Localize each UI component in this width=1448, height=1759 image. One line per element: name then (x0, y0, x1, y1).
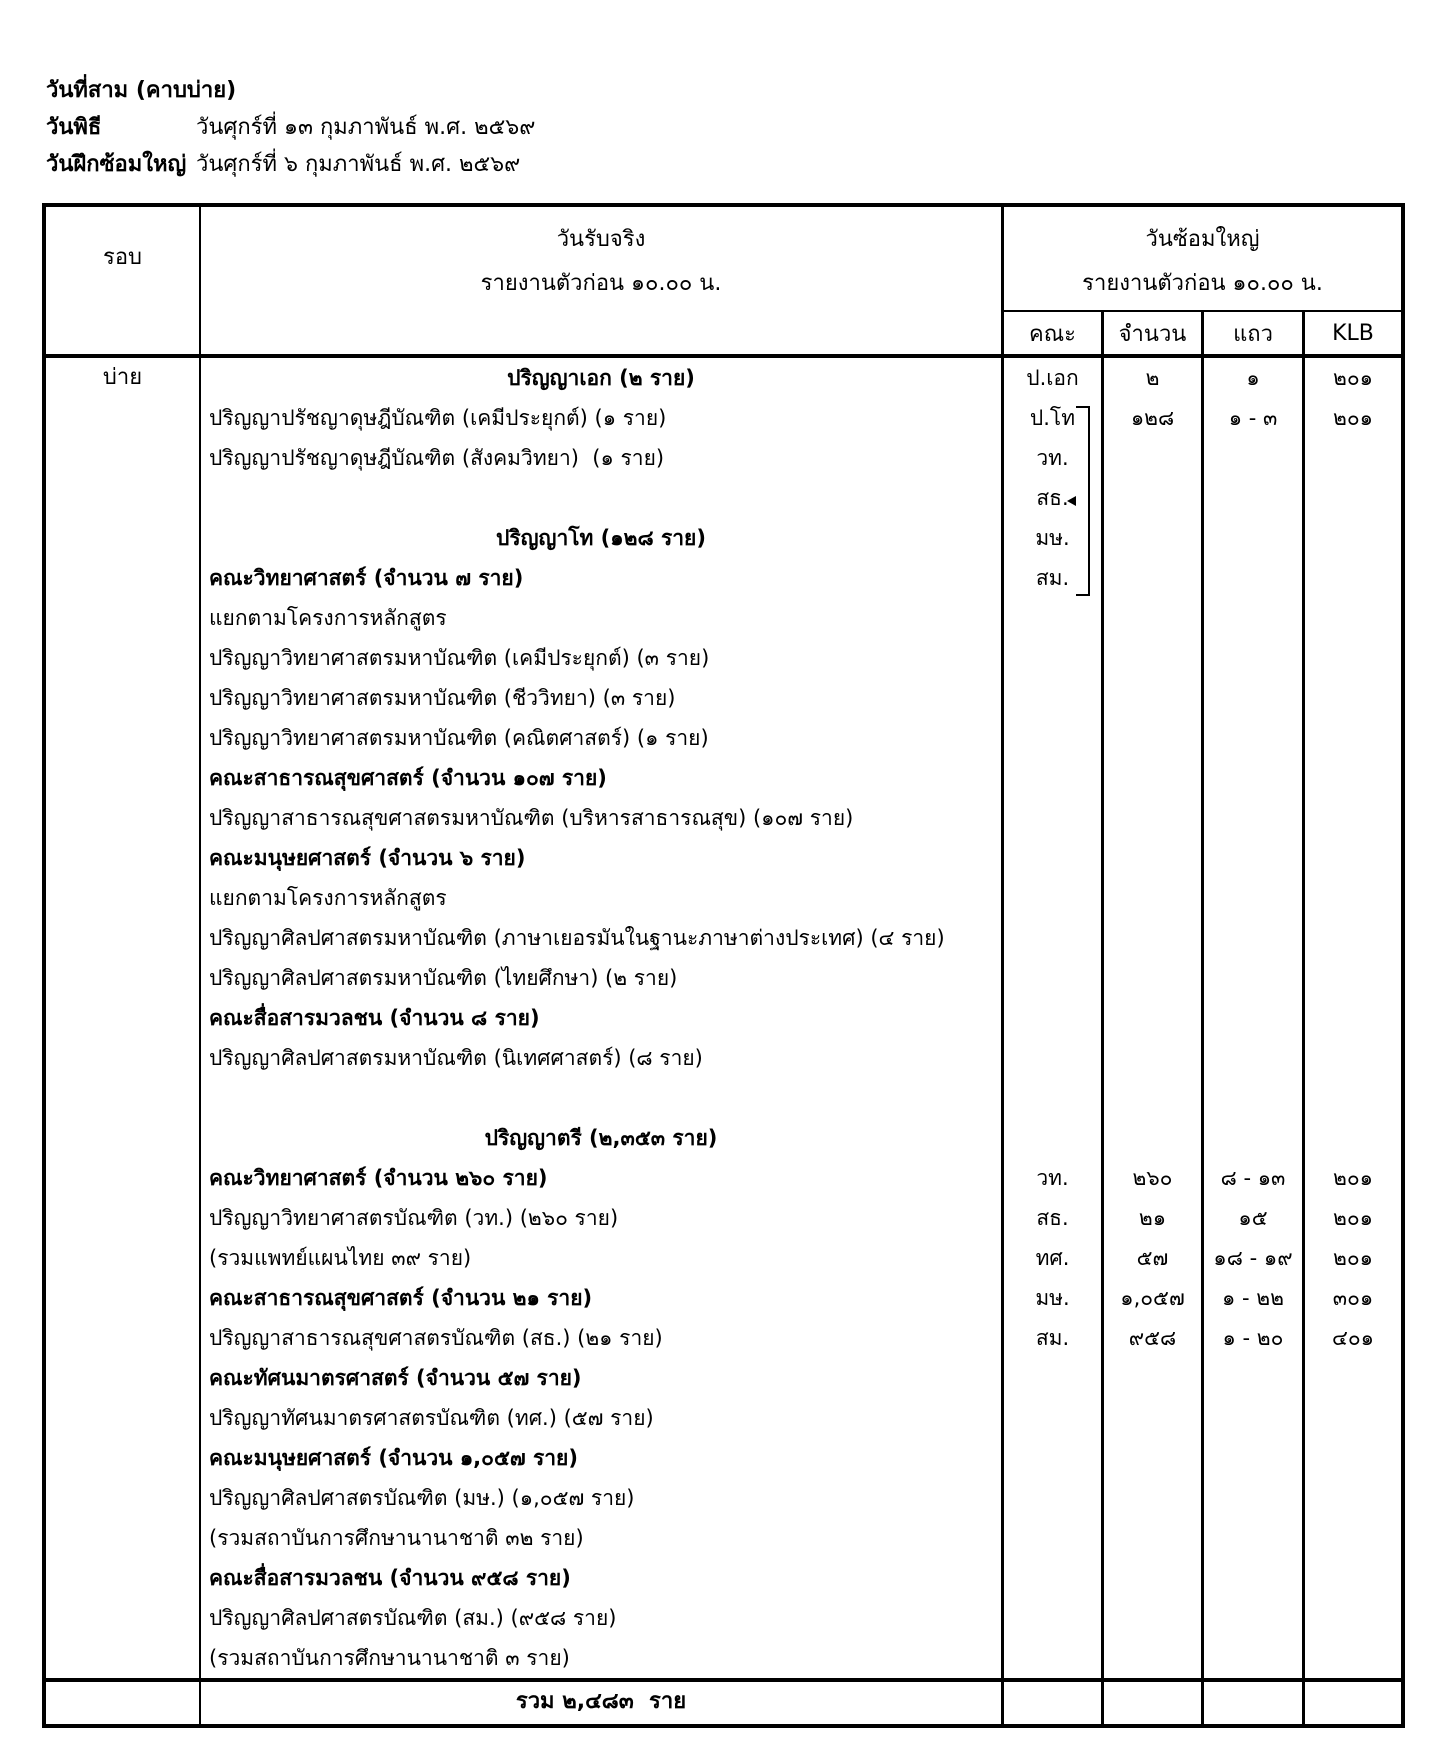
header-col-count: จำนวน (1104, 312, 1204, 354)
row-count: ๑๒๘ (1130, 406, 1175, 430)
row-klb (1305, 1598, 1401, 1638)
row-klb (1305, 558, 1401, 598)
row-queue (1204, 558, 1302, 598)
row-klb (1305, 958, 1401, 998)
row-queue: ๑๘ - ๑๙ (1213, 1246, 1293, 1270)
description-column (201, 358, 1004, 1678)
row-queue (1204, 758, 1302, 798)
row-description: ปริญญาเอก (๒ ราย) (507, 366, 695, 390)
row-klb: ๒๐๑ (1333, 1246, 1373, 1270)
header-col-faculty: คณะ (1004, 312, 1104, 354)
row-klb (1305, 438, 1401, 478)
ceremony-date-label: วันพิธี (46, 115, 102, 140)
row-klb (1305, 838, 1401, 878)
row-count (1104, 518, 1201, 558)
row-description: ปริญญาวิทยาศาสตรมหาบัณฑิต (คณิตศาสตร์) (๑ ราย) (209, 726, 709, 750)
row-description: ปริญญาโท (๑๒๘ ราย) (496, 526, 706, 550)
row-klb (1305, 1358, 1401, 1398)
row-description: ปริญญาวิทยาศาสตรมหาบัณฑิต (ชีววิทยา) (๓ ราย) (209, 686, 676, 710)
group-bracket-arrow (1067, 496, 1076, 506)
row-faculty: สม. (1035, 566, 1070, 590)
row-queue (1204, 878, 1302, 918)
row-faculty (1004, 1598, 1101, 1638)
row-klb (1305, 758, 1401, 798)
row-count (1104, 1398, 1201, 1438)
row-description: คณะสาธารณสุขศาสตร์ (จำนวน ๑๐๗ ราย) (209, 766, 607, 790)
row-faculty: สธ. (1036, 1206, 1069, 1230)
row-description: ปริญญาศิลปศาสตรมหาบัณฑิต (ไทยศึกษา) (๒ ราย) (209, 966, 678, 990)
row-klb (1305, 998, 1401, 1038)
row-count: ๕๗ (1136, 1246, 1169, 1270)
row-faculty (1004, 1398, 1101, 1438)
row-queue (1204, 1598, 1302, 1638)
header-subcolumns (1004, 312, 1401, 354)
row-klb (1305, 1558, 1401, 1598)
row-faculty (1004, 1558, 1101, 1598)
row-queue (1204, 1398, 1302, 1438)
round-column (46, 358, 201, 1678)
row-description: คณะมนุษยศาสตร์ (จำนวน ๖ ราย) (209, 846, 526, 870)
row-queue (1204, 1518, 1302, 1558)
row-klb (1305, 518, 1401, 558)
row-faculty (1004, 638, 1101, 678)
row-klb: ๒๐๑ (1333, 1166, 1373, 1190)
row-faculty (1004, 1118, 1101, 1158)
row-queue: ๑๕ (1238, 1206, 1268, 1230)
row-klb (1305, 798, 1401, 838)
row-faculty: วท. (1036, 1166, 1069, 1190)
row-count: ๙๕๘ (1128, 1326, 1177, 1350)
header-rehearsal-group (1004, 207, 1401, 354)
row-queue (1204, 1358, 1302, 1398)
row-faculty: ป.เอก (1026, 366, 1079, 390)
row-klb: ๔๐๑ (1331, 1326, 1375, 1350)
row-faculty (1004, 1638, 1101, 1678)
row-faculty: ป.โท (1029, 406, 1076, 430)
row-klb (1305, 918, 1401, 958)
row-description: (รวมแพทย์แผนไทย ๓๙ ราย) (209, 1246, 472, 1270)
row-count (1104, 1038, 1201, 1078)
row-count (1104, 1358, 1201, 1398)
row-count (1104, 598, 1201, 638)
row-faculty (1004, 918, 1101, 958)
row-description: ปริญญาตรี (๒,๓๕๓ ราย) (484, 1126, 718, 1150)
row-faculty: มษ. (1035, 526, 1070, 550)
group-bracket (1076, 406, 1090, 596)
row-queue (1204, 1638, 1302, 1678)
row-queue (1204, 998, 1302, 1038)
row-faculty (1004, 1078, 1101, 1118)
row-faculty: สม. (1035, 1326, 1070, 1350)
header-actual-day-sub: รายงานตัวก่อน ๑๐.๐๐ น. (480, 271, 722, 296)
row-description: ปริญญาปรัชญาดุษฎีบัณฑิต (เคมีประยุกต์) (๑ ราย) (209, 406, 667, 430)
row-faculty (1004, 1358, 1101, 1398)
row-count (1104, 1438, 1201, 1478)
row-count (1104, 1518, 1201, 1558)
row-count (1104, 1078, 1201, 1118)
queue-column (1204, 358, 1305, 1678)
row-klb (1305, 678, 1401, 718)
row-description: ปริญญาศิลปศาสตรมหาบัณฑิต (นิเทศศาสตร์) (๘ ราย) (209, 1046, 703, 1070)
count-column (1104, 358, 1204, 1678)
header-rehearsal-sub: รายงานตัวก่อน ๑๐.๐๐ น. (1082, 271, 1323, 296)
schedule-table (42, 203, 1405, 1728)
row-description: ปริญญาทัศนมาตรศาสตรบัณฑิต (ทศ.) (๕๗ ราย) (209, 1406, 654, 1430)
row-description: แยกตามโครงการหลักสูตร (209, 606, 447, 630)
row-klb (1305, 1518, 1401, 1558)
row-count (1104, 478, 1201, 518)
row-queue (1204, 598, 1302, 638)
row-count: ๑,๐๕๗ (1120, 1286, 1185, 1310)
row-description: แยกตามโครงการหลักสูตร (209, 886, 447, 910)
footer-count-cell (1104, 1682, 1204, 1724)
document-title: วันที่สาม (คาบบ่าย) (46, 78, 237, 103)
row-klb (1305, 638, 1401, 678)
row-faculty (1004, 598, 1101, 638)
row-description: (รวมสถาบันการศึกษานานาชาติ ๓๒ ราย) (209, 1526, 584, 1550)
row-klb (1305, 598, 1401, 638)
row-count (1104, 678, 1201, 718)
row-faculty: มษ. (1035, 1286, 1070, 1310)
row-description: ปริญญาวิทยาศาสตรบัณฑิต (วท.) (๒๖๐ ราย) (209, 1206, 619, 1230)
row-count (1104, 958, 1201, 998)
row-klb (1305, 478, 1401, 518)
row-count (1104, 998, 1201, 1038)
row-queue (1204, 798, 1302, 838)
row-faculty (1004, 718, 1101, 758)
row-description: คณะมนุษยศาสตร์ (จำนวน ๑,๐๕๗ ราย) (209, 1446, 578, 1470)
footer-total: รวม ๒,๔๘๓ ราย (201, 1682, 1004, 1724)
footer-faculty-cell (1004, 1682, 1104, 1724)
rehearsal-date-value: วันศุกร์ที่ ๖ กุมภาพันธ์ พ.ศ. ๒๕๖๙ (196, 152, 521, 177)
header-col-klb: KLB (1332, 320, 1374, 346)
row-count: ๒ (1145, 366, 1160, 390)
row-faculty (1004, 1518, 1101, 1558)
row-faculty: วท. (1036, 446, 1069, 470)
footer-klb-cell (1305, 1682, 1401, 1724)
row-queue (1204, 1558, 1302, 1598)
klb-column (1305, 358, 1401, 1678)
row-queue (1204, 438, 1302, 478)
row-queue (1204, 1438, 1302, 1478)
row-count (1104, 1478, 1201, 1518)
row-description: คณะทัศนมาตรศาสตร์ (จำนวน ๕๗ ราย) (209, 1366, 582, 1390)
row-klb (1305, 1478, 1401, 1518)
row-queue (1204, 838, 1302, 878)
row-queue: ๑ - ๓ (1228, 406, 1278, 430)
row-klb (1305, 1078, 1401, 1118)
row-description: คณะวิทยาศาสตร์ (จำนวน ๒๖๐ ราย) (209, 1166, 548, 1190)
row-count (1104, 878, 1201, 918)
row-faculty (1004, 678, 1101, 718)
row-faculty (1004, 1438, 1101, 1478)
row-queue (1204, 958, 1302, 998)
row-klb (1305, 718, 1401, 758)
row-queue: ๘ - ๑๓ (1220, 1166, 1286, 1190)
row-klb (1305, 1438, 1401, 1478)
row-klb (1305, 1038, 1401, 1078)
row-count (1104, 798, 1201, 838)
table-body (46, 358, 1401, 1678)
row-description: ปริญญาปรัชญาดุษฎีบัณฑิต (สังคมวิทยา) (๑ ราย) (209, 446, 665, 470)
row-klb: ๒๐๑ (1333, 1206, 1373, 1230)
row-faculty: สธ. (1036, 486, 1069, 510)
row-queue (1204, 1478, 1302, 1518)
row-description (201, 1078, 1001, 1118)
header-rehearsal-title-line: วันซ้อมใหญ่ (1145, 227, 1260, 252)
row-description: ปริญญาวิทยาศาสตรมหาบัณฑิต (เคมีประยุกต์) (๓ ราย) (209, 646, 710, 670)
row-faculty (1004, 998, 1101, 1038)
row-queue (1204, 518, 1302, 558)
row-count (1104, 558, 1201, 598)
row-queue (1204, 678, 1302, 718)
document-header (46, 72, 535, 183)
row-count: ๒๖๐ (1132, 1166, 1173, 1190)
round-value: บ่าย (102, 365, 143, 390)
row-klb: ๓๐๑ (1332, 1286, 1374, 1310)
footer-queue-cell (1204, 1682, 1305, 1724)
row-queue: ๑ - ๒๐ (1222, 1326, 1284, 1350)
row-count (1104, 1558, 1201, 1598)
row-faculty: ทศ. (1035, 1246, 1070, 1270)
rehearsal-date-row (46, 146, 535, 183)
footer-round-cell (46, 1682, 201, 1724)
row-klb (1305, 878, 1401, 918)
row-count (1104, 1118, 1201, 1158)
row-description: ปริญญาศิลปศาสตรบัณฑิต (มษ.) (๑,๐๕๗ ราย) (209, 1486, 635, 1510)
faculty-column (1004, 358, 1104, 1678)
header-round: รอบ (46, 207, 201, 354)
row-faculty (1004, 878, 1101, 918)
row-description: คณะวิทยาศาสตร์ (จำนวน ๗ ราย) (209, 566, 524, 590)
row-description: ปริญญาสาธารณสุขศาสตรมหาบัณฑิต (บริหารสาธารณสุข) (๑๐๗ ราย) (209, 806, 854, 830)
row-description: คณะสื่อสารมวลชน (จำนวน ๙๕๘ ราย) (209, 1566, 571, 1590)
row-description: คณะสาธารณสุขศาสตร์ (จำนวน ๒๑ ราย) (209, 1286, 593, 1310)
row-klb: ๒๐๑ (1333, 406, 1373, 430)
header-actual-day-title: วันรับจริง (556, 227, 646, 252)
row-description: คณะสื่อสารมวลชน (จำนวน ๘ ราย) (209, 1006, 540, 1030)
header-rehearsal-title (1004, 207, 1401, 312)
row-klb: ๒๐๑ (1333, 366, 1373, 390)
row-queue (1204, 718, 1302, 758)
row-faculty (1004, 958, 1101, 998)
row-faculty (1004, 1038, 1101, 1078)
row-queue: ๑ (1246, 366, 1260, 390)
header-col-queue: แถว (1204, 312, 1305, 354)
row-count (1104, 638, 1201, 678)
row-queue (1204, 1118, 1302, 1158)
row-count (1104, 1638, 1201, 1678)
row-klb (1305, 1398, 1401, 1438)
row-count (1104, 1598, 1201, 1638)
row-count (1104, 438, 1201, 478)
row-queue (1204, 638, 1302, 678)
row-queue (1204, 1078, 1302, 1118)
row-faculty (1004, 1478, 1101, 1518)
row-count (1104, 838, 1201, 878)
row-faculty (1004, 838, 1101, 878)
table-footer (46, 1678, 1401, 1724)
ceremony-date-value: วันศุกร์ที่ ๑๓ กุมภาพันธ์ พ.ศ. ๒๕๖๙ (196, 115, 536, 140)
row-count (1104, 918, 1201, 958)
header-actual-day (201, 207, 1004, 354)
row-description: ปริญญาศิลปศาสตรมหาบัณฑิต (ภาษาเยอรมันในฐานะภาษาต่างประเทศ) (๔ ราย) (209, 926, 945, 950)
row-description: (รวมสถาบันการศึกษานานาชาติ ๓ ราย) (209, 1646, 570, 1670)
row-count (1104, 718, 1201, 758)
row-klb (1305, 1638, 1401, 1678)
row-description (201, 478, 1001, 518)
table-header (46, 207, 1401, 358)
row-queue: ๑ - ๒๒ (1222, 1286, 1284, 1310)
row-klb (1305, 1118, 1401, 1158)
row-count: ๒๑ (1138, 1206, 1167, 1230)
row-faculty (1004, 798, 1101, 838)
row-queue (1204, 1038, 1302, 1078)
row-description: ปริญญาสาธารณสุขศาสตรบัณฑิต (สธ.) (๒๑ ราย) (209, 1326, 663, 1350)
ceremony-date-row (46, 109, 535, 146)
row-description: ปริญญาศิลปศาสตรบัณฑิต (สม.) (๙๕๘ ราย) (209, 1606, 617, 1630)
rehearsal-date-label: วันฝึกซ้อมใหญ่ (46, 152, 187, 177)
row-queue (1204, 918, 1302, 958)
row-queue (1204, 478, 1302, 518)
row-faculty (1004, 758, 1101, 798)
row-count (1104, 758, 1201, 798)
